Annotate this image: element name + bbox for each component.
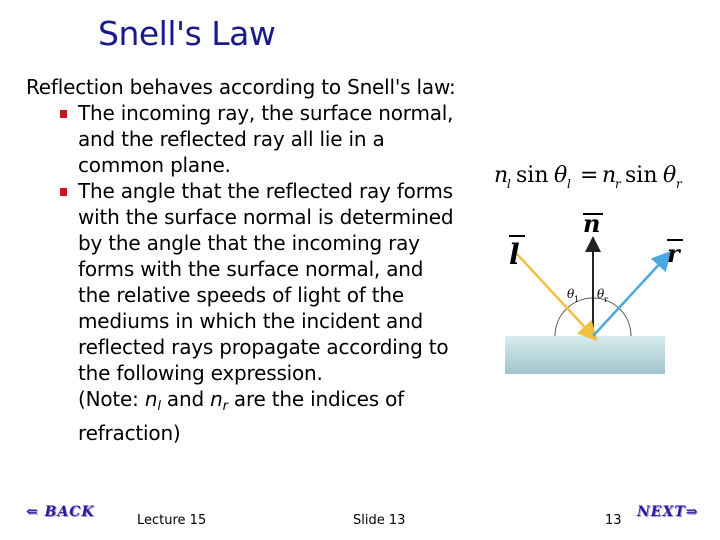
lead-text: Reflection behaves according to Snell's law: bbox=[26, 75, 456, 99]
bullet-item-angle bbox=[26, 178, 506, 446]
reflection-diagram bbox=[495, 196, 710, 386]
square-bullet-icon bbox=[60, 110, 67, 118]
bullet-line: The incoming ray, the surface normal, bbox=[78, 101, 454, 125]
square-bullet-icon bbox=[60, 188, 67, 196]
eq-n-l: n bbox=[494, 163, 509, 188]
reflected-label: r bbox=[667, 239, 680, 268]
normal-label: n bbox=[583, 209, 601, 238]
eq-theta-l-sub: l bbox=[567, 177, 571, 191]
incident-ray bbox=[517, 254, 591, 334]
back-button[interactable]: ⇐ BACK bbox=[26, 504, 95, 520]
bullet-line: the following expression. bbox=[78, 361, 323, 385]
theta-incident-label: θ bbox=[567, 287, 575, 301]
eq-theta-l: θ bbox=[554, 163, 568, 188]
theta-incident-sub: 1 bbox=[574, 295, 580, 304]
bullet-line: reflected rays propagate according to bbox=[78, 335, 449, 359]
bullet-item-plane bbox=[26, 100, 506, 178]
bullet-line: forms with the surface normal, and bbox=[78, 257, 424, 281]
footer-slide: Slide 13 bbox=[353, 513, 406, 528]
theta-reflected-sub: r bbox=[604, 295, 608, 304]
note-line: refraction) bbox=[78, 421, 181, 445]
bullet-line: the relative speeds of light of the bbox=[78, 283, 404, 307]
note-line: (Note: $n_l$ and $n_r$ are the indices of bbox=[78, 387, 405, 414]
bullet-line: with the surface normal is determined bbox=[78, 205, 454, 229]
slide-body bbox=[26, 74, 509, 446]
bullet-line: by the angle that the incoming ray bbox=[78, 231, 420, 255]
eq-n-l-sub: l bbox=[507, 177, 511, 191]
bullet-line: mediums in which the incident and bbox=[78, 309, 424, 333]
footer-page-number: 13 bbox=[605, 513, 622, 528]
eq-sin-left: sin bbox=[516, 163, 549, 188]
eq-n-r: n bbox=[602, 163, 617, 188]
footer-lecture: Lecture 15 bbox=[137, 513, 207, 528]
bullet-line: and the reflected ray all lie in a bbox=[78, 127, 385, 151]
bullet-line: The angle that the reflected ray forms bbox=[78, 179, 453, 203]
bullet-line: common plane. bbox=[78, 153, 231, 177]
slide-title: Snell's Law bbox=[98, 14, 276, 53]
eq-theta-r-sub: r bbox=[676, 177, 682, 191]
reflective-surface bbox=[505, 336, 665, 374]
incident-label: l bbox=[509, 238, 520, 271]
snells-law-equation bbox=[492, 158, 702, 192]
theta-reflected-label: θ bbox=[597, 287, 605, 301]
next-button[interactable]: NEXT⇒ bbox=[637, 504, 699, 520]
eq-n-r-sub: r bbox=[615, 177, 621, 191]
eq-equals: = bbox=[580, 163, 599, 188]
eq-theta-r: θ bbox=[663, 163, 677, 188]
eq-sin-right: sin bbox=[625, 163, 658, 188]
